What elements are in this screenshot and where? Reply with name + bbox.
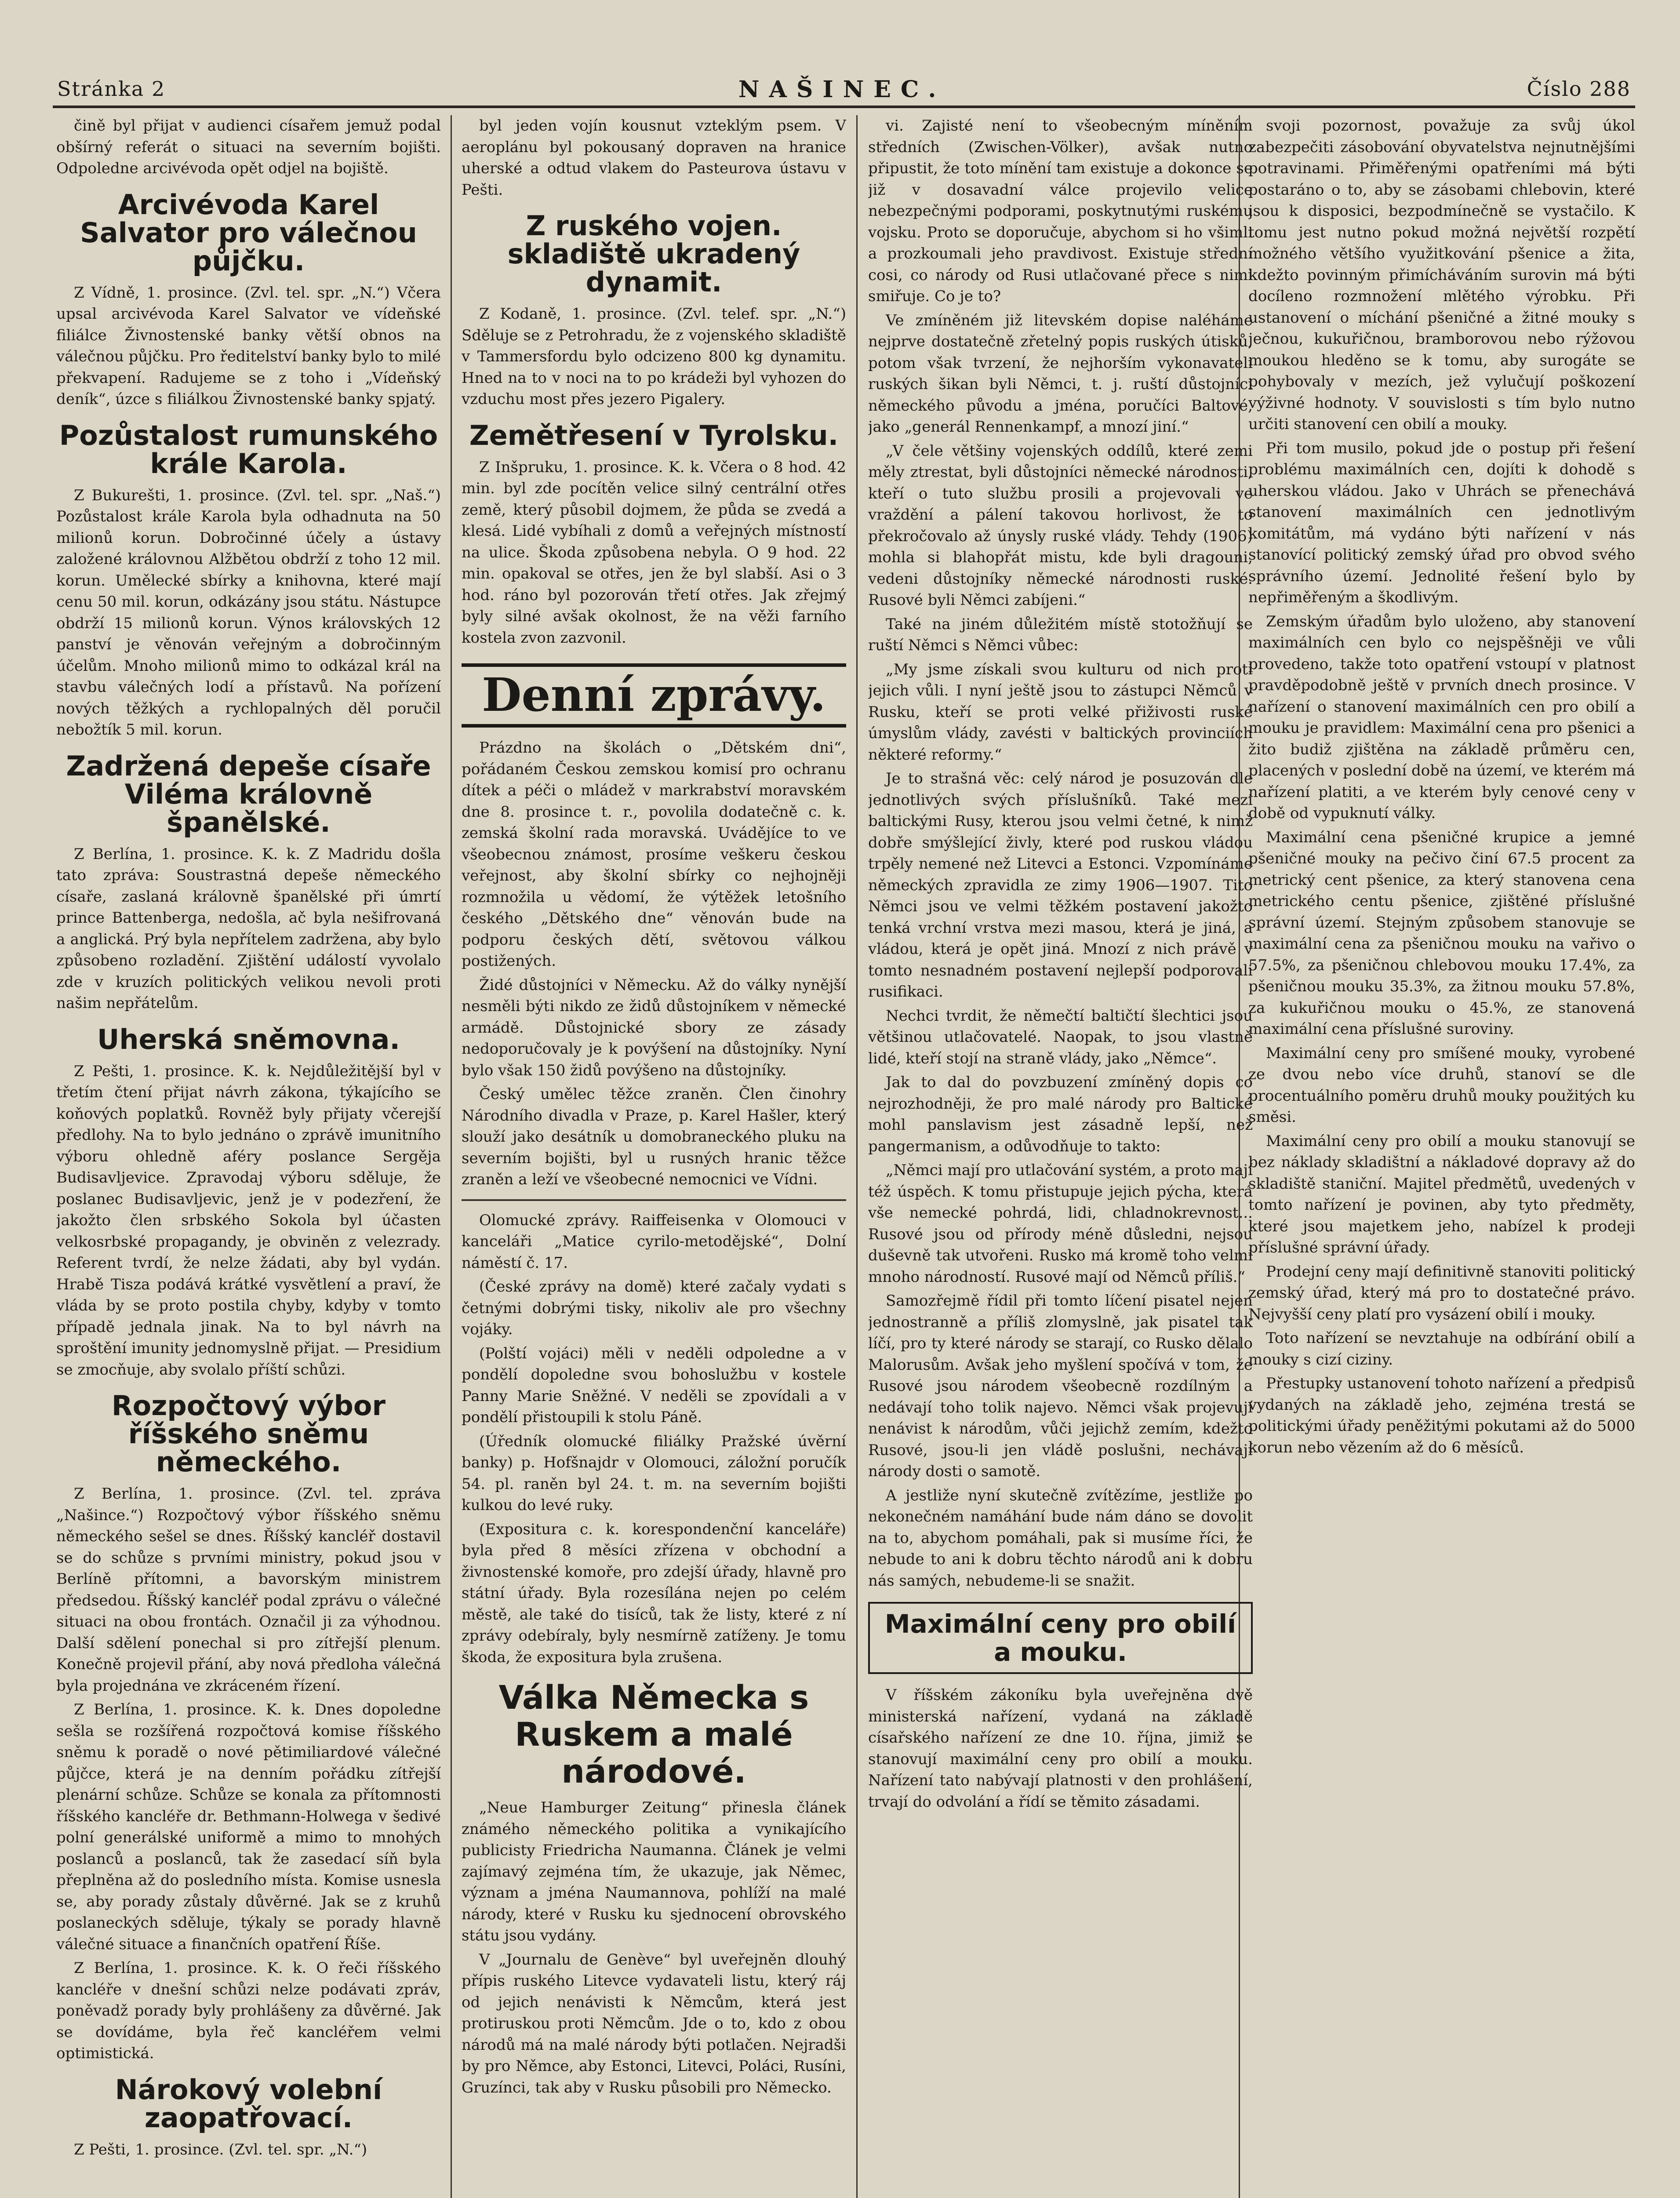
- article-text: Ve zmíněném již litevském dopise naléháme nejprve dostatečně zřetelný popis ruských útisků, potom však tvrzení, že nejhorším vykonavateli ruských šikan byli Němci, t. j. ruští důstojníci německého původu a jména, poručíci Baltové, jako „generál Rennenkampf, a mnozí jiní.“: [868, 311, 1253, 436]
- article-text: (Expositura c. k. korespondenční kanceláře) byla před 8 měsíci zřízena v obchodní a živnostenské komoře, pro zdejší úřady, hlavně pro státní úřady. Byla rozesílána nejen po celém městě, ale také do tisíců, tak že listy, které z ní zprávy odebíraly, byly nesmírně zatíženy. Je tomu škoda, že expositura byla zrušena.: [462, 1520, 846, 1666]
- article-text: „Neue Hamburger Zeitung“ přinesla článek známého německého politika a vynikajícího publicisty Friedricha Naumanna. Článek je velmi zajímavý zejména tím, že ukazuje, jak Němec, význam a jména Naumannova, pohlíží na malé národy, které v Rusku ku sjednocení obrovského státu jsou vydány.: [462, 1799, 846, 1944]
- column-4: [1248, 115, 1635, 2198]
- article-text: Český umělec těžce zraněn. Člen činohry Národního divadla v Praze, p. Karel Hašler, který slouží jako desátník u domobraneckého pluku na severním bojišti, byl u rusných hranic těžce zraněn a leží ve všeobecné nemocnici ve Vídni.: [462, 1085, 846, 1188]
- headline: Válka Německa s Ruskem a malé národové.: [498, 1679, 809, 1790]
- issue-number: Číslo 288: [1527, 77, 1631, 101]
- article-text: Z Berlína, 1. prosince. K. k. Z Madridu došla tato zpráva: Soustrastná depeše německého císaře, zaslaná královně španělské při úmrtí prince Battenberga, nedošla, ač byla nešifrovaná a anglická. Prý byla nepřítelem zadržena, aby bylo způsobeno rozladění. Zjištění událostí vyvolalo zde v kruzích politických velikou nevoli proti našim nepřátelům.: [56, 845, 441, 1012]
- article-text: Z Berlína, 1. prosince. K. k. Dnes dopoledne sešla se rozšířená rozpočtová komise říšského sněmu k poradě o nové pětimiliardové válečné půjčce, která je na denním pořádku zítřejší plenární schůze. Schůze se konala za přítomnosti říšského kancléře dr. Bethmann-Holwega v šedivé polní generálské uniformě a mimo to mnohých poslanců a poslanců, tak že zasedací síň byla přeplněna až do posledního místa. Komise usnesla se, aby porady zůstaly důvěrné. Jak se z kruhů poslaneckých sděluje, týkaly se porady hlavně válečné situace a finančních opatření Říše.: [56, 1701, 441, 1953]
- headline: Arcivévoda Karel Salvator pro válečnou půjčku.: [80, 188, 417, 277]
- section-divider: [462, 1199, 846, 1201]
- headline: Zadržená depeše císaře Viléma královně španělské.: [66, 750, 431, 838]
- article-text: V „Journalu de Genève“ byl uveřejněn dlouhý přípis ruského Litevce vydavateli listu, který ráj od jejich nenávisti k Němcům, která jest protiruskou proti Němcům. Jde o to, kdo z obou národů má na malé národy býti potlačen. Nejradši by pro Němce, aby Estonci, Litevci, Poláci, Rusíni, Gruzínci, tak aby v Rusku působili pro Německo.: [462, 1951, 846, 2096]
- article-text: Je to strašná věc: celý národ je posuzován dle jednotlivých svých příslušníků. Také mezi baltickými Rusy, kterou jsou velmi četné, k nimž dobře smýšlející živly, které pod ruskou vládou trpěly nemené než Litevci a Estonci. Vzpomínáme německých zpravidla ze zimy 1906—1907. Tito Němci jsou ve velmi těžkém postavení jakožto tenká vrchní vrstva mezi masou, která je jiná, a vládou, která je opět jiná. Mnozí z nich právě v tomto nesnadném postavení nejlepší podporovali rusifikaci.: [868, 770, 1253, 1001]
- article-text: (Polští vojáci) měli v neděli odpoledne a v pondělí dopoledne svou bohoslužbu v kostele Panny Marie Sněžné. V neděli se zpovídali a v pondělí přistoupili k stolu Páně.: [462, 1344, 846, 1426]
- headline: Uherská sněmovna.: [97, 1023, 400, 1055]
- masthead-rule: [53, 106, 1635, 108]
- article-text: Prodejní ceny mají definitivně stanoviti politický zemský úřad, který má pro to dostatečné právo. Nejvyšší ceny platí pro vysázení obilí i mouky.: [1248, 1263, 1635, 1323]
- article-text: Z Berlína, 1. prosince. (Zvl. tel. zpráva „Našince.“) Rozpočtový výbor říšského sněmu německého sešel se dnes. Říšský kancléř dostavil se do schůze s prvními ministry, pokud jsou v Berlíně přítomni, a bavorským ministrem předsedou. Říšský kancléř podal zprávu o válečné situaci na obou frontách. Označil ji za výhodnou. Další sdělení ponechal si pro zítřejší plenum. Konečně projevil přání, aby nová předloha válečná byla projednána ve zkráceném řízení.: [56, 1485, 441, 1695]
- column-3: [868, 115, 1253, 2198]
- column-2: [462, 115, 846, 2198]
- article-text: „My jsme získali svou kulturu od nich proti jejich vůli. I nyní ještě jsou to zástupci Němců v Rusku, kteří se proti velké přiživosti ruské úmyslům vlády, zavésti v baltických provinciích některé reformy.“: [868, 660, 1253, 764]
- paper-name: NAŠINEC.: [738, 76, 946, 103]
- headline: Z ruského vojen. skladiště ukradený dynamit.: [507, 210, 800, 298]
- column-rule: [451, 115, 452, 2198]
- article-text: Přestupky ustanovení tohoto nařízení a předpisů vydaných na základě jeho, zejména trestá se politickými úřady peněžitými pokutami až do 5000 korun nebo vězením až do 6 měsíců.: [1248, 1375, 1635, 1456]
- article-text: Zemským úřadům bylo uloženo, aby stanovení maximálních cen bylo co nejspěšněji ve vůli provedeno, takže toto opatření vstoupí v platnost pravděpodobně ještě v prvních dnech prosince. V nařízení o stanovení maximálních cen pro obilí a mouku je pravidlem: Maximální cena pro pšenici a žito budiž zjištěna na základě průměru cen, placených v poslední době na území, ve kterém má nařízení platiti, a ve kterém byly cenové ceny v době od vypuknutí války.: [1248, 612, 1635, 822]
- article-text: Toto nařízení se nevztahuje na odbírání obilí a mouky s cizí ciziny.: [1248, 1329, 1635, 1368]
- article-text: Židé důstojníci v Německu. Až do války nynější nesměli býti nikdo ze židů důstojníkem v německé armádě. Důstojnické sbory ze zásady nedoporučovaly je k povýšení na důstojníky. Nyní bylo však 150 židů povýšeno na důstojníky.: [462, 976, 846, 1079]
- column-1: [56, 115, 441, 2198]
- article-text: „V čele většiny vojenských oddílů, které zemi měly ztrestat, byli důstojníci německé národnosti, kteří o tuto službu prosili a projevovali ve vraždění a pálení takovou horlivost, že to překročovalo až únysly ruské vlády. Tehdy (1906) mohla si blahopřát mistu, kde byli dragouni, vedeni důstojníky německé národnosti ruské. Rusové byli Němci zabíjeni.“: [868, 442, 1253, 609]
- article-text: Nechci tvrdit, že němečtí baltičtí šlechtici jsou většinou utlačovatelé. Naopak, to jsou vlastně lidé, kteří stojí na straně vlády, jako „Němce“.: [868, 1007, 1253, 1067]
- article-text: svoji pozornost, považuje za svůj úkol zabezpečiti zásobování obyvatelstva nejnutnějšími potravinami. Přiměřenými opatřeními má býti postaráno o to, aby se zásobami chlebovin, které jsou k disposici, bezpodmínečně se vystačilo. K tomu jest nutno pokud možná největší rozpětí možného většího využitkování pšenice a žita, kdežto povinným přimícháváním surovin má býti docíleno rozmnožení mlětého výrobku. Při ustanovení o míchání pšeničné a žitné mouky s ječnou, kukuřičnou, bramborovou nebo rýžovou moukou hleděno se k tomu, aby surogáte se pohybovaly v mezích, jež vylučují poškození výživné hodnoty. V souvislosti s tím bylo nutno určiti stanovení cen obilí a mouky.: [1248, 117, 1635, 433]
- headline: Nárokový volební zaopatřovací.: [115, 2073, 382, 2134]
- article-text: Maximální ceny pro smíšené mouky, vyrobené ze dvou nebo více druhů, stanoví se dle procentuálního poměru druhů mouky použitých ku směsi.: [1248, 1044, 1635, 1126]
- masthead: [53, 68, 1635, 103]
- article-text: A jestliže nyní skutečně zvítězíme, jestliže po nekonečném namáhání bude nám dáno se dovolit na to, abychom pomáhali, pak si musíme říci, že nebude to ani k dobru těchto národů ani k dobru nás samých, nebudeme-li se snažit.: [868, 1486, 1253, 1590]
- column-rule: [856, 115, 858, 2198]
- article-text: Také na jiném důležitém místě stotožňují se ruští Němci s Němci vůbec:: [868, 615, 1253, 654]
- article-text: Z Kodaně, 1. prosince. (Zvl. telef. spr. „N.“) Sděluje se z Petrohradu, že z vojenského skladiště v Tammersfordu bylo odcizeno 800 kg dynamitu. Hned na to v noci na to po krádeži byl vyhozen do vzduchu most přes jezero Pigalery.: [462, 305, 846, 408]
- article-text: vi. Zajisté není to všeobecným míněním středních (Zwischen-Völker), avšak nutno připustit, že toto mínění tam existuje a dokonce se již v dosavadní válce projevilo velice nebezpečnými podporami, poskytnutými ruskému vojsku. Proto se doporučuje, abychom si ho všimli a prozkoumali jeho pravdivost. Existuje střední cosi, co národy od Rusi utlačované přece s nimi smiřuje. Co je to?: [868, 117, 1253, 305]
- article-text: Z Berlína, 1. prosince. K. k. O řeči říšského kancléře v dnešní schůzi nelze podávati zpráv, poněvadž porady byly prohlášeny za důvěrné. Jak se dovídáme, byla řeč kancléřem velmi optimistická.: [56, 1959, 441, 2062]
- page-label: Stránka 2: [57, 77, 166, 101]
- article-text: byl jeden vojín kousnut vzteklým psem. V aeroplánu byl pokousaný dopraven na hranice uherské a odtud vlakem do Pasteurova ústavu v Pešti.: [462, 117, 846, 199]
- article-text: Samozřejmě řídil při tomto líčení pisatel nejen jednostranně a příliš zlomyslně, jak pisatel tak líčí, pro ty které národy se starají, co Rusko dělalo Malorusům. Avšak jeho myšlení spočívá v tom, že Rusové jsou národem všeobecně rozdílným a nedávají toho tolik najevo. Němci však projevují nenávist k národům, vůči jejichž zemím, kdežto Rusové, jsou-li jen vládě poslušni, nechávají národy dosti o samotě.: [868, 1292, 1253, 1480]
- article-text: Z Vídně, 1. prosince. (Zvl. tel. spr. „N.“) Včera upsal arcivévoda Karel Salvator ve vídeňské filiálce Živnostenské banky větší obnos na válečnou půjčku. Pro ředitelství banky bylo to milé překvapení. Radujeme se z toho i „Vídeňský deník“, úzce s filiálkou Živnostenské banky spjatý.: [56, 284, 441, 408]
- article-text: Z Pešti, 1. prosince. K. k. Nejdůležitější byl v třetím čtení přijat návrh zákona, týkajícího se koňových poplatků. Rovněž byly přijaty včerejší předlohy. Na to bylo jednáno o zprávě imunitního výboru ohledně aféry poslance Sergěja Budisavljevice. Zpravodaj výboru sděluje, že poslanec Budisavljevic, jenž je v podezření, že jakožto člen srbského Sokola byl účasten velkosrbské propagandy, je obviněn z velezrady. Referent tvrdí, že nelze žádati, aby byl vydán. Hrabě Tisza podává krátké vysvětlení a praví, že vláda by se proto postila chyby, kdyby v tomto případě jednala jinak. Na to byl návrh na sproštění imunity jednomyslně přijat. — Presidium se zmocňuje, aby svolalo příští schůzi.: [56, 1062, 441, 1379]
- article-text: Olomucké zprávy. Raiffeisenka v Olomouci v kanceláři „Matice cyrilo-metodějské“, Dolní náměstí č. 17.: [462, 1211, 846, 1272]
- article-text: Z Pešti, 1. prosince. (Zvl. tel. spr. „N.“): [74, 2140, 367, 2158]
- article-text: Maximální ceny pro obilí a mouku stanovují se bez náklady skladištní a nákladové dopravy až do skladiště staniční. Majitel předmětů, uvedených v tomto nařízení je povinen, aby tyto předměty, které jsou majetkem jeho, nabízel k prodeji příslušné správní úřady.: [1248, 1132, 1635, 1256]
- article-text: (České zprávy na domě) které začaly vydati s četnými dobrými tisky, nikoliv ale pro všechny vojáky.: [462, 1278, 846, 1338]
- headline: Pozůstalost rumunského krále Karola.: [59, 419, 438, 480]
- article-text: V říšském zákoníku byla uveřejněna dvě ministerská nařízení, vydaná na základě císařského nařízení ze dne 10. října, jimiž se stanovují maximální ceny pro obilí a mouku. Nařízení tato nabývají platnosti v den prohlášení, trvají do odvolání a řídí se těmito zásadami.: [868, 1686, 1253, 1811]
- section-headline-denni-zpravy: Denní zprávy.: [462, 663, 846, 728]
- article-text: čině byl přijat v audienci císařem jemuž podal obšírný referát o situaci na severním bojišti. Odpoledne arcivévoda opět odjel na bojiště.: [56, 117, 441, 177]
- headline: Rozpočtový výbor říšského sněmu německého.: [111, 1390, 386, 1478]
- article-text: Z Inšpruku, 1. prosince. K. k. Včera o 8 hod. 42 min. byl zde pocítěn velice silný centrální otřes země, který působil dojmem, že půda se zvedá a klesá. Lidé vybíhali z domů a veřejných místností na ulice. Škoda způsobena nebyla. O 9 hod. 22 min. opakoval se otřes, jen že byl slabší. Asi o 3 hod. ráno byl pozorován třetí otřes. Jak zřejmý byly silné avšak okolnost, že na věži farního kostela zvon zazvonil.: [462, 458, 846, 647]
- article-text: „Němci mají pro utlačování systém, a proto mají též úspěch. K tomu přistupuje jejich pýcha, která vše nemecké pohrdá, lidi, chladnokrevnost... Rusové jsou od přírody méně důsledni, nejsou duševně tak utvořeni. Rusko má kromě toho velmi mnoho národností. Rusové mají od Němců příliš.“: [868, 1161, 1253, 1286]
- article-text: (Úředník olomucké filiálky Pražské úvěrní banky) p. Hofšnajdr v Olomouci, záložní poručík 54. pl. raněn byl 24. t. m. na severním bojišti kulkou do levé ruky.: [462, 1432, 846, 1514]
- article-text: Z Bukurešti, 1. prosince. (Zvl. tel. spr. „Naš.“) Pozůstalost krále Karola byla odhadnuta na 50 milionů korun. Dobročinné účely a ústavy založené královnou Alžbětou obdrží z toho 12 mil. korun. Umělecké sbírky a knihovna, které mají cenu 50 mil. korun, odkázány jsou státu. Nástupce obdrží 15 milionů korun. Výnos královských 12 panství je věnován veřejným a dobročinným účelům. Mnoho milionů mimo to odkázal král na stavbu válečných lodí a přístavů. Na pořízení nových těžkých a rychlopalných děl poručil nebožtík 5 mil. korun.: [56, 486, 441, 739]
- article-text: Prázdno na školách o „Dětském dni“, pořádaném Českou zemskou komisí pro ochranu dítek a péči o mládež v markrabství moravském dne 8. prosince t. r., povolila dodatečně c. k. zemská školní rada moravská. Uvádějíce to ve všeobecnou známost, prosíme veškeru českou veřejnost, aby školní sbírky co nejhojněji rozmnožila u vědomí, že výtěžek letošního českého „Dětského dne“ věnován bude na podporu českých dětí, světovou válkou postižených.: [462, 739, 846, 970]
- article-text: Maximální cena pšeničné krupice a jemné pšeničné mouky na pečivo činí 67.5 procent za metrický cent pšenice, za který stanovena cena metrického centu pšenice, zjištěné příslušné správní území. Stejným způsobem stanovuje se maximální cena za pšeničnou mouku na vařivo o 57.5%, za pšeničnou chlebovou mouku 17.4%, za pšeničnou mouku 35.3%, za žitnou mouku 57.8%, za kukuřičnou mouku o 45.%, ze stanovená maximální cena příslušné suroviny.: [1248, 828, 1635, 1038]
- boxed-headline: Maximální ceny pro obilí a mouku.: [868, 1602, 1253, 1674]
- headline: Zemětřesení v Tyrolsku.: [469, 419, 839, 451]
- article-text: Jak to dal do povzbuzení zmíněný dopis co nejrozhodněji, že pro malé národy pro Baltické mohl panslavism jest zásadně lepší, než pangermanism, a odůvodňuje to takto:: [868, 1074, 1253, 1155]
- article-text: Při tom musilo, pokud jde o postup při řešení problému maximálních cen, dojíti k dohodě s uherskou vládou. Jako v Uhrách se přenechává stanovení maximálních cen jednotlivým komitátům, má vydáno býti nařízení v nás stanovící politický zemský úřad pro obvod svého správního území. Jednolité řešení bylo by nepřiměřeným a škodlivým.: [1248, 439, 1635, 606]
